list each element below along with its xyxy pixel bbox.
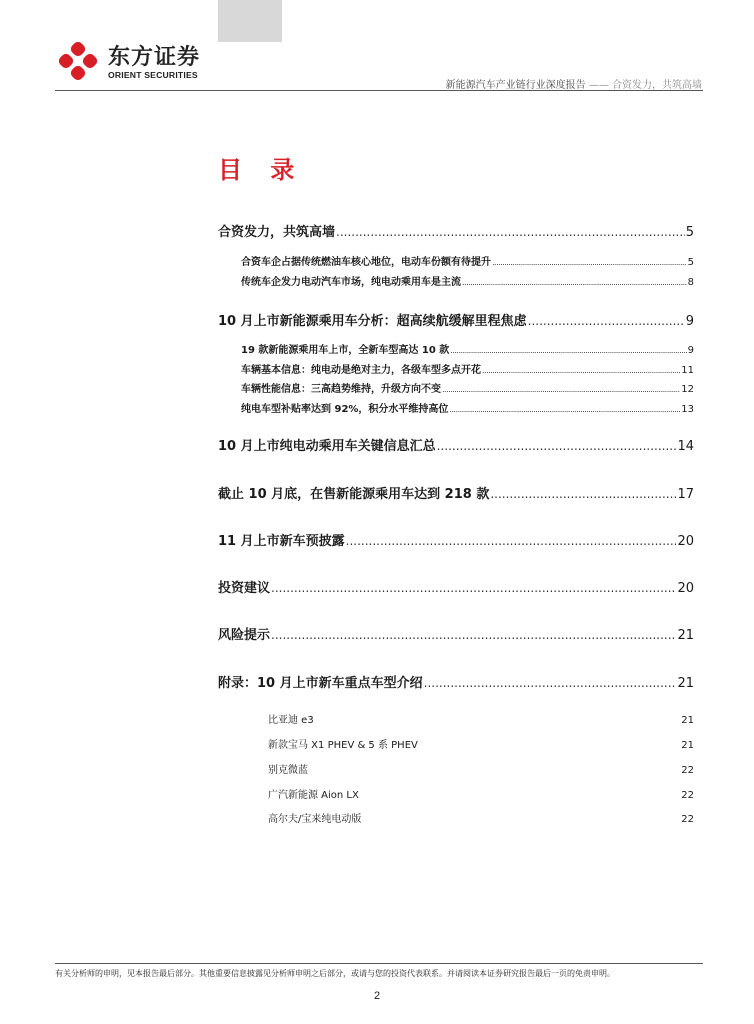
toc-entry-page: 8 — [687, 277, 694, 288]
toc-leader-dots — [271, 628, 676, 642]
toc-entry-page: 17 — [677, 487, 694, 502]
toc-leader-dots — [482, 366, 680, 375]
toc-entry-page: 5 — [685, 225, 694, 240]
toc-leader-dots — [442, 385, 680, 394]
toc-leader-dots — [271, 581, 676, 595]
toc-entry-label: 投资建议 — [218, 581, 271, 596]
toc-leader-dots — [424, 676, 677, 690]
page-number: 2 — [373, 990, 381, 1002]
toc-entry-label: 比亚迪 e3 — [268, 715, 314, 726]
toc-entry[interactable] — [241, 400, 694, 415]
report-subtitle: 合资发力，共筑高墙 — [612, 80, 702, 91]
toc-leader-dots — [450, 346, 686, 355]
toc-entry-page: 21 — [681, 740, 694, 751]
toc-entry-label: 19 款新能源乘用车上市，全新车型高达 10 款 — [241, 345, 450, 356]
toc-entry-label: 合资车企占据传统燃油车核心地位，电动车份额有待提升 — [241, 257, 491, 268]
toc-entry-page: 21 — [681, 715, 694, 726]
toc-entry[interactable] — [218, 483, 694, 502]
report-header — [446, 76, 702, 91]
toc-entry[interactable] — [241, 380, 694, 395]
toc-entry[interactable] — [218, 672, 694, 691]
toc-entry-label: 风险提示 — [218, 628, 271, 643]
toc-leader-dots — [492, 258, 687, 267]
toc-entry-label: 10 月上市纯电动乘用车关键信息汇总 — [218, 439, 436, 454]
toc-entry[interactable] — [241, 253, 694, 268]
header-gray-bar — [218, 0, 282, 42]
header-divider — [55, 90, 703, 91]
orient-securities-logo-icon — [55, 38, 101, 84]
toc-entry-label: 合资发力，共筑高墙 — [218, 225, 336, 240]
toc-entry-label: 新款宝马 X1 PHEV & 5 系 PHEV — [268, 740, 418, 751]
toc-entry-page: 22 — [681, 790, 694, 801]
toc-entry-page: 22 — [681, 765, 694, 776]
toc-title: 目 录 — [218, 156, 305, 184]
report-title: 新能源汽车产业链行业深度报告 — [445, 80, 586, 91]
footer-divider — [55, 963, 703, 964]
toc-entry-label: 高尔夫/宝来纯电动版 — [268, 814, 362, 825]
toc-entry-label: 传统车企发力电动汽车市场，纯电动乘用车是主流 — [241, 277, 461, 288]
toc-entry[interactable] — [218, 530, 694, 549]
toc-entry-label: 车辆基本信息：纯电动是绝对主力，各级车型多点开花 — [241, 365, 481, 376]
toc-entry-label: 11 月上市新车预披露 — [218, 534, 345, 549]
toc-leader-dots — [490, 487, 676, 501]
toc-leader-dots — [449, 405, 680, 414]
toc-entry-page: 20 — [677, 581, 694, 596]
toc-entry[interactable] — [218, 221, 694, 240]
toc-entry-page: 20 — [677, 534, 694, 549]
toc-entry-label: 车辆性能信息：三高趋势维持，升级方向不变 — [241, 384, 441, 395]
toc-leader-dots — [346, 534, 677, 548]
toc-leader-dots — [336, 225, 685, 239]
toc-entry-label: 广汽新能源 Aion LX — [268, 790, 359, 801]
toc-leader-dots — [462, 278, 687, 287]
toc-entry-page: 14 — [677, 439, 694, 454]
toc-entry[interactable] — [241, 341, 694, 356]
toc-entry[interactable] — [218, 577, 694, 596]
toc-entry-label: 纯电车型补贴率达到 92%，积分水平维持高位 — [241, 404, 449, 415]
toc-entry[interactable] — [268, 736, 694, 751]
toc-entry-page: 21 — [677, 628, 694, 643]
toc-leader-dots — [437, 439, 677, 453]
toc-entry[interactable] — [268, 711, 694, 726]
toc-entry-page: 5 — [687, 257, 694, 268]
toc-entry-page: 13 — [681, 404, 694, 415]
toc-entry-page: 9 — [685, 314, 694, 329]
toc-entry[interactable] — [268, 761, 694, 776]
toc-entry[interactable] — [241, 361, 694, 376]
logo-english-name: ORIENT SECURITIES — [108, 70, 198, 80]
toc-entry-page: 12 — [681, 384, 694, 395]
company-logo — [55, 38, 225, 86]
toc-entry-page: 22 — [681, 814, 694, 825]
toc-entry-label: 别克微蓝 — [268, 765, 308, 776]
toc-entry-page: 11 — [681, 365, 694, 376]
toc-entry[interactable] — [241, 273, 694, 288]
toc-entry-label: 截止 10 月底，在售新能源乘用车达到 218 款 — [218, 487, 490, 502]
header-separator: —— — [585, 80, 612, 91]
toc-entry[interactable] — [268, 786, 694, 801]
toc-entry[interactable] — [218, 435, 694, 454]
footer-disclaimer: 有关分析师的申明，见本报告最后部分。其他重要信息披露见分析师申明之后部分，或请与您的投资代表联系。并请阅读本证券研究报告最后一页的免责申明。 — [55, 969, 615, 978]
toc-entry[interactable] — [268, 810, 694, 825]
toc-entry[interactable] — [218, 624, 694, 643]
logo-chinese-name: 东方证券 — [108, 45, 201, 70]
toc-entry-label: 10 月上市新能源乘用车分析：超高续航缓解里程焦虑 — [218, 314, 527, 329]
toc-entry-page: 9 — [687, 345, 694, 356]
toc-entry-label: 附录：10 月上市新车重点车型介绍 — [218, 676, 423, 691]
toc-entry[interactable] — [218, 310, 694, 329]
toc-entry-page: 21 — [677, 676, 694, 691]
toc-leader-dots — [528, 314, 685, 328]
